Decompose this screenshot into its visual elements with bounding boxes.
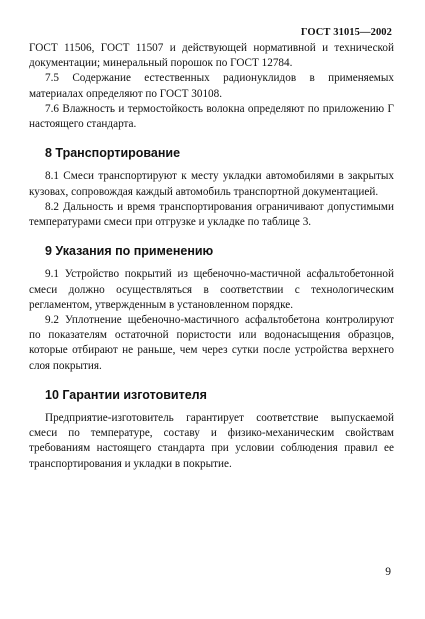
paragraph-7-5: 7.5 Содержание естественных радионуклидов в применяемых материалах определяют по ГОСТ 30108. [29, 72, 394, 100]
page-body [29, 41, 394, 472]
paragraph-8-2: 8.2 Дальность и время транспортирования ограничивают допустимыми температурами смеси при отгрузке и укладке по таблице 3. [29, 200, 394, 229]
section-title-application: 9 Указания по применению [45, 244, 214, 259]
standard-code-header: ГОСТ 31015—2002 [300, 27, 392, 38]
paragraph-8-1: 8.1 Смеси транспортируют к месту укладки автомобилями в закрытых кузовах, сопровождая каждый автомобиль транспортной документацией. [29, 170, 394, 198]
paragraph-9-1: 9.1 Устройство покрытий из щебеночно-мастичной асфальтобетонной смеси должно осуществляться в соответствии с технологическим регламентом, утвержденным в установленном порядке. [29, 268, 394, 311]
paragraph-10: Предприятие-изготовитель гарантирует соответствие выпускаемой смеси по температуре, составу и физико-механическим свойствам требованиям настоящего стандарта при условии соблюдения правил ее транспортирования и укладки в покрытие. [29, 412, 394, 470]
section-title-transport: 8 Транспортирование [45, 146, 181, 161]
section-title-warranty: 10 Гарантии изготовителя [45, 387, 207, 402]
page-number: 9 [385, 566, 391, 578]
paragraph-7-6: 7.6 Влажность и термостойкость волокна определяют по приложению Г настоящего стандарта. [29, 102, 394, 131]
intro-paragraph: ГОСТ 11506, ГОСТ 11507 и действующей нормативной и технической документации; минеральный порошок по ГОСТ 12784. [29, 42, 394, 70]
paragraph-9-2: 9.2 Уплотнение щебеночно-мастичного асфальтобетона контролируют по показателям остаточной пористости или водонасыщения образцов, которые отбирают не раньше, чем через сутки после устройства верхнего слоя покрытия. [29, 314, 394, 372]
